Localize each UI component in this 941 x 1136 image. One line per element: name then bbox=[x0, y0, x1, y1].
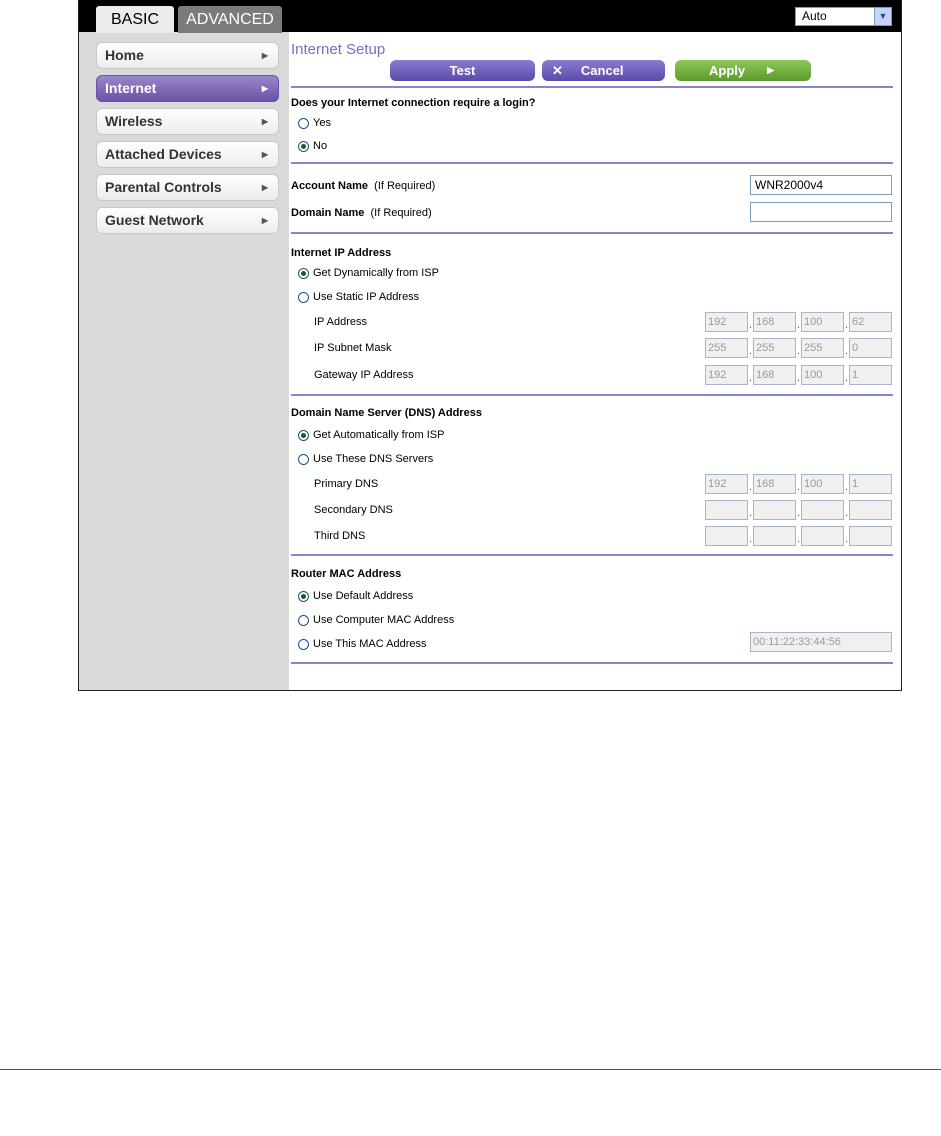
octet-separator: . bbox=[797, 533, 801, 545]
ip-dynamic-radio[interactable] bbox=[298, 268, 309, 279]
tab-basic[interactable]: BASIC bbox=[96, 6, 174, 33]
main-content bbox=[289, 32, 901, 690]
dns-auto-radio[interactable] bbox=[298, 430, 309, 441]
login-no-radio[interactable] bbox=[298, 141, 309, 152]
domain-name-field[interactable] bbox=[750, 202, 892, 222]
octet-separator: . bbox=[797, 319, 801, 331]
dns-manual-radio[interactable] bbox=[298, 454, 309, 465]
subnet-mask-octet-2[interactable]: 255 bbox=[753, 338, 796, 358]
third-dns-octet-1[interactable] bbox=[705, 526, 748, 546]
page-footer-divider bbox=[0, 1069, 941, 1070]
mac-heading: Router MAC Address bbox=[291, 568, 402, 580]
subnet-mask-octet-3[interactable]: 255 bbox=[801, 338, 844, 358]
third-dns-label: Third DNS bbox=[314, 530, 366, 542]
octet-separator: . bbox=[845, 507, 849, 519]
domain-name-hint: (If Required) bbox=[370, 207, 432, 219]
third-dns-octet-3[interactable] bbox=[801, 526, 844, 546]
gateway-ip-octet-4[interactable]: 1 bbox=[849, 365, 892, 385]
sidebar-item-internet[interactable] bbox=[96, 75, 279, 102]
ip-address-octet-4[interactable]: 62 bbox=[849, 312, 892, 332]
chevron-right-icon: ▶ bbox=[261, 84, 268, 93]
mac-address-field[interactable]: 00:11:22:33:44:56 bbox=[750, 632, 892, 652]
account-name-hint: (If Required) bbox=[374, 180, 436, 192]
router-admin-window bbox=[78, 0, 902, 691]
sidebar-item-home[interactable] bbox=[96, 42, 279, 69]
chevron-right-icon: ▶ bbox=[767, 65, 775, 75]
sidebar-item-label: Parental Controls bbox=[105, 179, 222, 195]
ip-static-label: Use Static IP Address bbox=[313, 291, 420, 303]
login-question: Does your Internet connection require a login? bbox=[291, 97, 536, 109]
octet-separator: . bbox=[749, 372, 753, 384]
mac-computer-radio[interactable] bbox=[298, 615, 309, 626]
apply-button-label: Apply bbox=[709, 63, 746, 78]
octet-separator: . bbox=[749, 507, 753, 519]
gateway-ip-octet-3[interactable]: 100 bbox=[801, 365, 844, 385]
dns-heading: Domain Name Server (DNS) Address bbox=[291, 407, 482, 419]
chevron-right-icon: ▶ bbox=[261, 183, 268, 192]
octet-separator: . bbox=[845, 533, 849, 545]
top-bar bbox=[79, 0, 901, 32]
octet-separator: . bbox=[845, 481, 849, 493]
ip-dynamic-label: Get Dynamically from ISP bbox=[313, 267, 439, 279]
sidebar-item-label: Internet bbox=[105, 80, 157, 96]
dns-auto-label: Get Automatically from ISP bbox=[313, 429, 445, 441]
sidebar-item-wireless[interactable] bbox=[96, 108, 279, 135]
sidebar-item-label: Attached Devices bbox=[105, 146, 222, 162]
account-name-label bbox=[291, 180, 435, 192]
domain-name-title: Domain Name bbox=[291, 207, 365, 219]
mac-custom-radio[interactable] bbox=[298, 639, 309, 650]
test-button[interactable] bbox=[390, 60, 535, 81]
apply-button[interactable] bbox=[675, 60, 811, 81]
section-divider bbox=[291, 554, 893, 556]
octet-separator: . bbox=[749, 319, 753, 331]
octet-separator: . bbox=[749, 345, 753, 357]
octet-separator: . bbox=[845, 345, 849, 357]
chevron-right-icon: ▶ bbox=[261, 216, 268, 225]
section-divider bbox=[291, 662, 893, 664]
secondary-dns-label: Secondary DNS bbox=[314, 504, 393, 516]
gateway-ip-label: Gateway IP Address bbox=[314, 369, 414, 381]
account-name-title: Account Name bbox=[291, 180, 369, 192]
octet-separator: . bbox=[797, 507, 801, 519]
cancel-button[interactable] bbox=[542, 60, 665, 81]
close-icon: ✕ bbox=[552, 62, 563, 78]
page-title: Internet Setup bbox=[291, 41, 386, 58]
login-yes-label: Yes bbox=[313, 117, 331, 129]
secondary-dns-octet-1[interactable] bbox=[705, 500, 748, 520]
chevron-right-icon: ▶ bbox=[261, 117, 268, 126]
account-name-field[interactable]: WNR2000v4 bbox=[750, 175, 892, 195]
language-select[interactable] bbox=[795, 7, 892, 26]
login-no-label: No bbox=[313, 140, 328, 152]
gateway-ip-octet-2[interactable]: 168 bbox=[753, 365, 796, 385]
primary-dns-octet-4[interactable]: 1 bbox=[849, 474, 892, 494]
primary-dns-octet-1[interactable]: 192 bbox=[705, 474, 748, 494]
chevron-right-icon: ▶ bbox=[261, 51, 268, 60]
octet-separator: . bbox=[797, 345, 801, 357]
secondary-dns-octet-3[interactable] bbox=[801, 500, 844, 520]
subnet-mask-octet-4[interactable]: 0 bbox=[849, 338, 892, 358]
mac-custom-label: Use This MAC Address bbox=[313, 638, 427, 650]
octet-separator: . bbox=[845, 319, 849, 331]
ip-address-octet-2[interactable]: 168 bbox=[753, 312, 796, 332]
primary-dns-label: Primary DNS bbox=[314, 478, 379, 490]
ip-address-octet-3[interactable]: 100 bbox=[801, 312, 844, 332]
primary-dns-octet-3[interactable]: 100 bbox=[801, 474, 844, 494]
sidebar-item-label: Guest Network bbox=[105, 212, 204, 228]
ip-address-label: IP Address bbox=[314, 316, 367, 328]
third-dns-octet-4[interactable] bbox=[849, 526, 892, 546]
section-divider bbox=[291, 232, 893, 234]
ip-static-radio[interactable] bbox=[298, 292, 309, 303]
chevron-right-icon: ▶ bbox=[261, 150, 268, 159]
subnet-mask-label: IP Subnet Mask bbox=[314, 342, 392, 354]
secondary-dns-octet-2[interactable] bbox=[753, 500, 796, 520]
secondary-dns-octet-4[interactable] bbox=[849, 500, 892, 520]
ip-address-octet-1[interactable]: 192 bbox=[705, 312, 748, 332]
tab-advanced[interactable]: ADVANCED bbox=[178, 6, 282, 33]
octet-separator: . bbox=[749, 533, 753, 545]
subnet-mask-octet-1[interactable]: 255 bbox=[705, 338, 748, 358]
chevron-down-icon[interactable]: ▼ bbox=[874, 8, 891, 25]
mac-default-radio[interactable] bbox=[298, 591, 309, 602]
sidebar-item-attached-devices[interactable] bbox=[96, 141, 279, 168]
login-yes-radio[interactable] bbox=[298, 118, 309, 129]
dns-manual-label: Use These DNS Servers bbox=[313, 453, 434, 465]
section-divider bbox=[291, 394, 893, 396]
octet-separator: . bbox=[749, 481, 753, 493]
cancel-button-label: Cancel bbox=[580, 63, 624, 78]
gateway-ip-octet-1[interactable]: 192 bbox=[705, 365, 748, 385]
test-button-label: Test bbox=[449, 63, 476, 78]
octet-separator: . bbox=[797, 372, 801, 384]
sidebar-item-label: Wireless bbox=[105, 113, 163, 129]
sidebar-item-label: Home bbox=[105, 47, 144, 63]
section-divider bbox=[291, 86, 893, 88]
mac-default-label: Use Default Address bbox=[313, 590, 414, 602]
sidebar-item-parental-controls[interactable] bbox=[96, 174, 279, 201]
octet-separator: . bbox=[845, 372, 849, 384]
octet-separator: . bbox=[797, 481, 801, 493]
mac-computer-label: Use Computer MAC Address bbox=[313, 614, 455, 626]
third-dns-octet-2[interactable] bbox=[753, 526, 796, 546]
section-divider bbox=[291, 162, 893, 164]
primary-dns-octet-2[interactable]: 168 bbox=[753, 474, 796, 494]
sidebar-item-guest-network[interactable] bbox=[96, 207, 279, 234]
domain-name-label bbox=[291, 207, 432, 219]
language-select-value: Auto bbox=[802, 9, 827, 23]
internet-ip-heading: Internet IP Address bbox=[291, 247, 392, 259]
